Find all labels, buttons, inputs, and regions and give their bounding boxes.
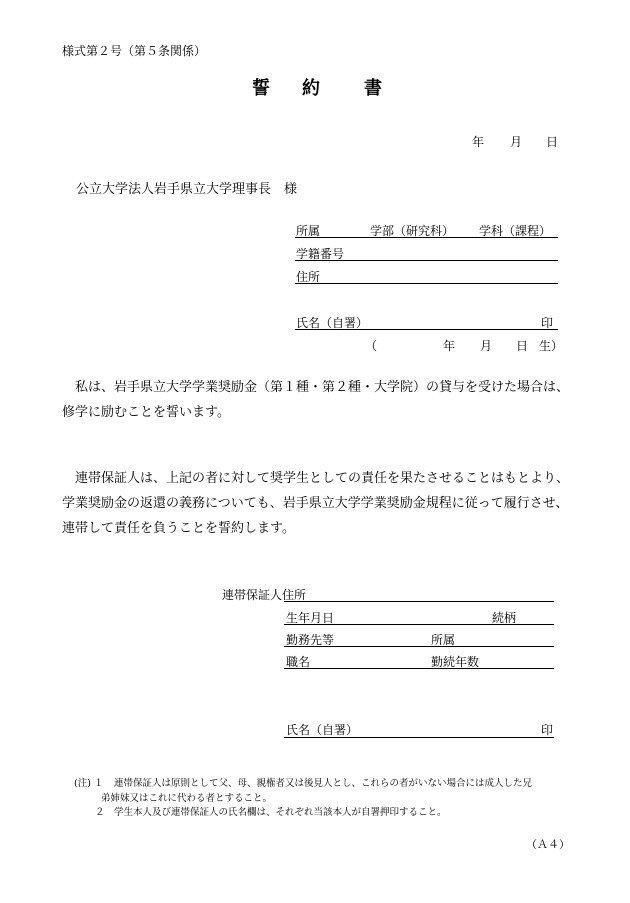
paragraph-1-line-2: 修学に励むことを誓います。 (62, 405, 230, 420)
guarantor-seal: 印 (541, 723, 554, 737)
birth-open: （ (365, 339, 378, 353)
paragraph-2-line-1: 連帯保証人は、上記の者に対して奨学生としての責任を果たさせることはもとより、 (62, 471, 570, 486)
guarantor-position-label: 職名 (286, 655, 311, 669)
student-name-label: 氏名（自署） (296, 316, 369, 330)
student-affiliation-line[interactable] (295, 237, 558, 238)
guarantor-name-line[interactable] (284, 737, 554, 738)
paragraph-1 (62, 375, 569, 425)
guarantor-address-label: 連帯保証人住所 (222, 588, 307, 602)
guarantor-address-line[interactable] (284, 601, 554, 602)
guarantor-years-label: 勤続年数 (431, 655, 480, 669)
guarantor-relation-label: 続柄 (492, 611, 517, 625)
paper-size: （Ａ４） (526, 838, 570, 851)
student-affiliation-label: 所属 (296, 224, 321, 238)
paragraph-1-line-1: 私は、岩手県立大学学業奨励金（第１種・第２種・大学院）の貸与を受けた場合は、 (62, 380, 570, 395)
birth-day: 日 (516, 339, 529, 353)
form-number: 様式第２号（第５条関係） (62, 44, 207, 58)
date-year: 年 (472, 135, 485, 149)
title-char-1: 誓 (252, 78, 270, 99)
student-name-line[interactable] (295, 329, 558, 330)
date-month: 月 (510, 135, 523, 149)
note-2-number: ２ (95, 807, 105, 818)
student-id-label: 学籍番号 (296, 247, 345, 261)
note-2-text: 学生本人及び連帯保証人の氏名欄は、それぞれ当該本人が自署押印すること。 (114, 807, 447, 818)
guarantor-position-line[interactable] (284, 668, 554, 669)
student-address-label: 住所 (296, 270, 321, 284)
guarantor-affiliation-label: 所属 (431, 633, 456, 647)
student-id-line[interactable] (295, 260, 558, 261)
student-seal: 印 (541, 316, 554, 330)
title-char-3: 書 (364, 78, 382, 99)
date-day: 日 (546, 135, 559, 149)
guarantor-birthdate-label: 生年月日 (286, 611, 335, 625)
note-1-line-2: 弟姉妹又はこれに代わる者とすること。 (101, 793, 273, 804)
paragraph-2-line-2: 学業奨励金の返還の義務についても、岩手県立大学学業奨励金規程に従って履行させ、 (62, 496, 569, 511)
paragraph-2-line-3: 連帯して責任を負うことを誓約します。 (62, 521, 295, 536)
guarantor-employer-label: 勤務先等 (286, 633, 335, 647)
student-faculty-label: 学部（研究科） (370, 224, 455, 238)
birth-close: 生） (539, 339, 564, 353)
student-address-line[interactable] (295, 283, 558, 284)
paragraph-2 (62, 466, 569, 541)
birth-year: 年 (443, 339, 456, 353)
guarantor-employer-line[interactable] (284, 646, 554, 647)
note-1-line-1: 連帯保証人は原則として父、母、親権者又は後見人とし、これらの者がいない場合には成人した兄 (114, 778, 533, 789)
guarantor-birthdate-line[interactable] (284, 624, 554, 625)
guarantor-name-label: 氏名（自署） (286, 723, 359, 737)
addressee: 公立大学法人岩手県立大学理事長 様 (76, 182, 298, 197)
note-prefix: (注) １ (74, 778, 104, 789)
student-department-label: 学科（課程） (479, 224, 552, 238)
title-char-2: 約 (302, 78, 320, 99)
birth-month: 月 (480, 339, 493, 353)
